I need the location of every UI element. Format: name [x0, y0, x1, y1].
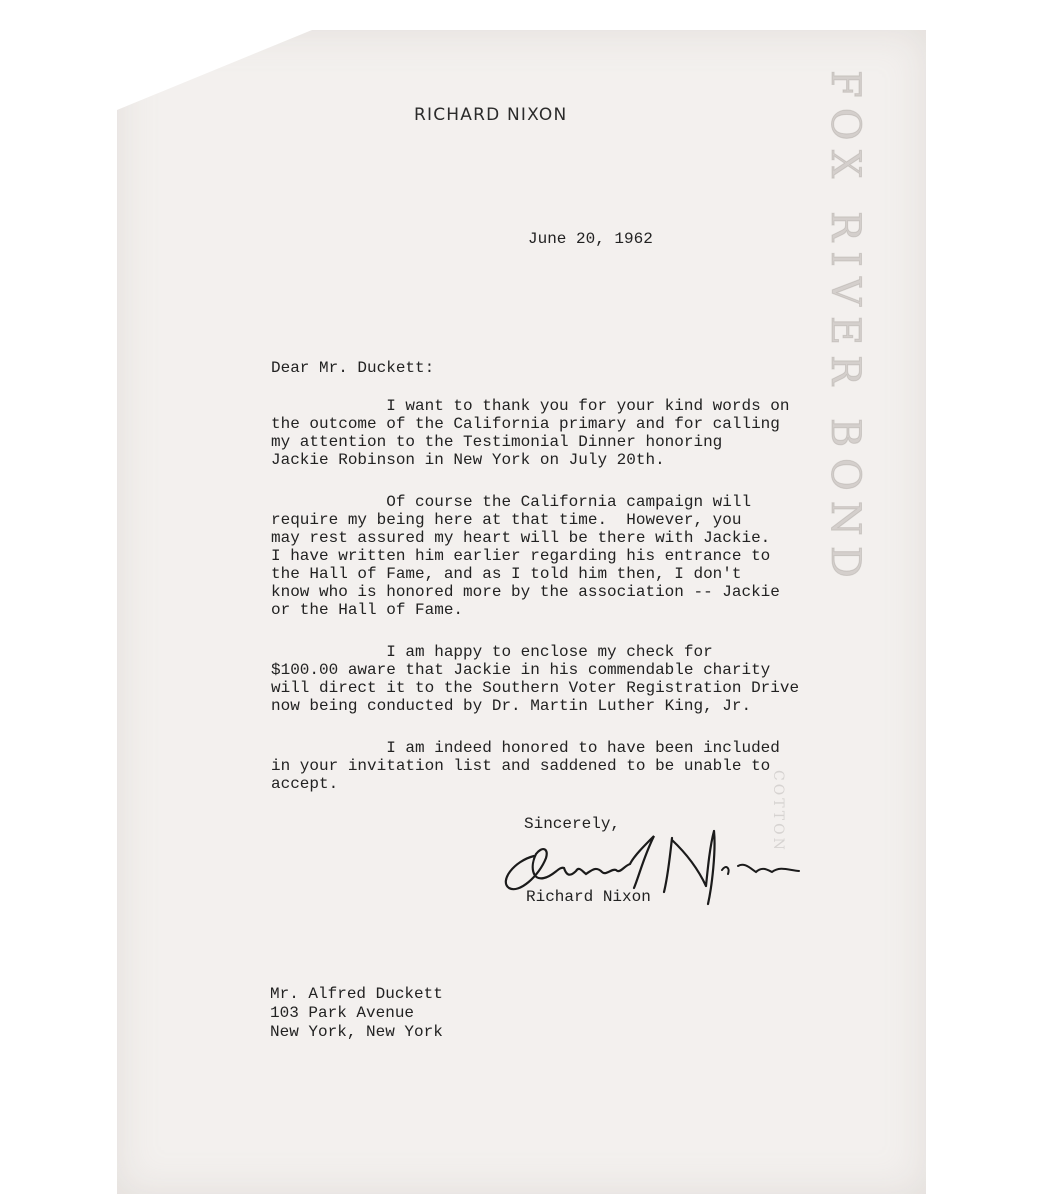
watermark-detail: COTTON [770, 770, 786, 853]
letter-date: June 20, 1962 [528, 230, 653, 248]
paragraph-2: Of course the California campaign will require my being here at that time. However, you may rest assured my heart will be there with Jackie. I have written him earlier regarding his entrance to the Hall of Fame, and as I told him then, I don't know who is honored more by the association -- Jackie or the Hall of Fame. [271, 493, 780, 619]
paragraph-1: I want to thank you for your kind words on the outcome of the California primary and for calling my attention to the Testimonial Dinner honoring Jackie Robinson in New York on July 20th. [271, 397, 790, 469]
salutation: Dear Mr. Duckett: [271, 359, 435, 377]
watermark-brand: FOX RIVER BOND [822, 70, 868, 588]
recipient-street: 103 Park Avenue [270, 1004, 415, 1022]
paragraph-3: I am happy to enclose my check for $100.00 aware that Jackie in his commendable charity will direct it to the Southern Voter Registration Drive now being conducted by Dr. Martin Luther King, Jr. [271, 643, 800, 715]
recipient-name: Mr. Alfred Duckett [270, 985, 443, 1003]
recipient-city: New York, New York [270, 1023, 443, 1041]
signed-name: Richard Nixon [526, 888, 651, 906]
recipient-address [270, 985, 443, 1042]
paragraph-4: I am indeed honored to have been included in your invitation list and saddened to be unable to accept. [271, 739, 780, 793]
letterhead: RICHARD NIXON [414, 105, 568, 125]
closing: Sincerely, [524, 815, 621, 833]
letter-body [271, 397, 800, 817]
